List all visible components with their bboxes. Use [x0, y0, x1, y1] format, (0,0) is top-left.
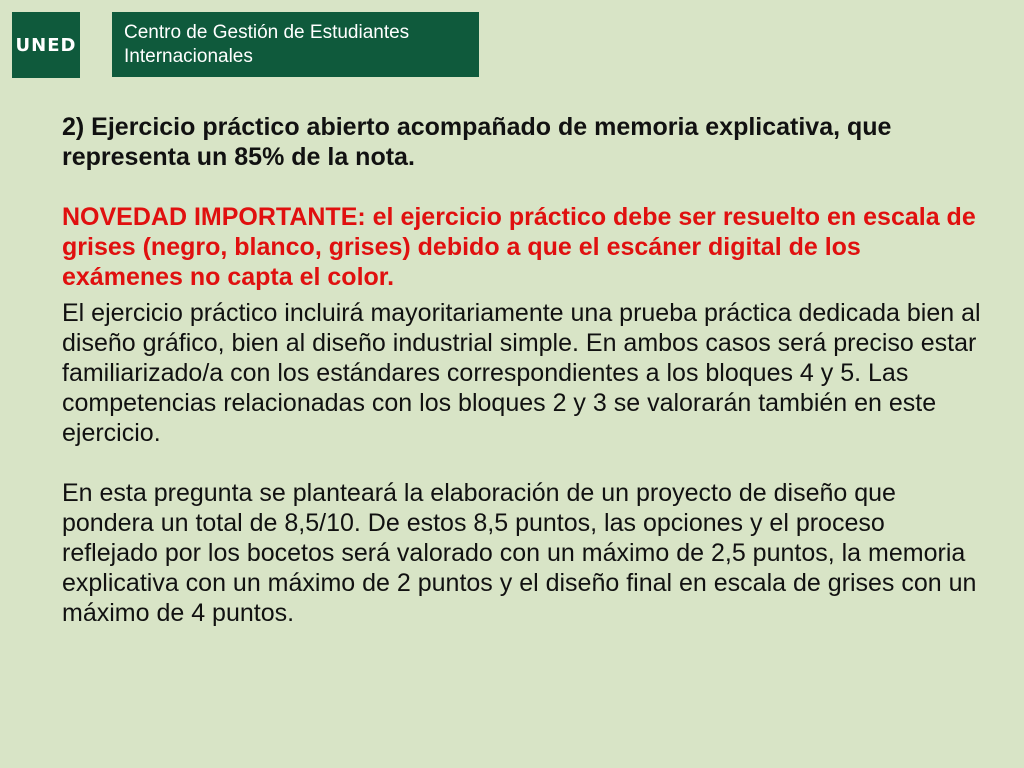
logo-text: UNED [15, 34, 77, 56]
exercise-heading: 2) Ejercicio práctico abierto acompañado de memoria explicativa, que representa un 85% de la nota. [62, 113, 892, 171]
important-notice: NOVEDAD IMPORTANTE: el ejercicio práctico debe ser resuelto en escala de grises (negro, blanco, grises) debido a que el escáner digital de los exámenes no capta el color. [62, 203, 976, 291]
slide-content [62, 112, 982, 628]
header-title-line2: Internacionales [124, 46, 253, 67]
uned-logo [12, 12, 80, 78]
exercise-description: El ejercicio práctico incluirá mayoritariamente una prueba práctica dedicada bien al diseño gráfico, bien al diseño industrial simple. En ambos casos será preciso estar familiarizado/a con los estándares correspondientes a los bloques 4 y 5. Las competencias relacionadas con los bloques 2 y 3 se valorarán también en este ejercicio. [62, 299, 981, 447]
header-title-line1: Centro de Gestión de Estudiantes [124, 22, 410, 43]
scoring-description: En esta pregunta se planteará la elaboración de un proyecto de diseño que pondera un total de 8,5/10. De estos 8,5 puntos, las opciones y el proceso reflejado por los bocetos será valorado con un máximo de 2,5 puntos, la memoria explicativa con un máximo de 2 puntos y el diseño final en escala de grises con un máximo de 4 puntos. [62, 479, 977, 627]
header-banner [112, 12, 479, 77]
